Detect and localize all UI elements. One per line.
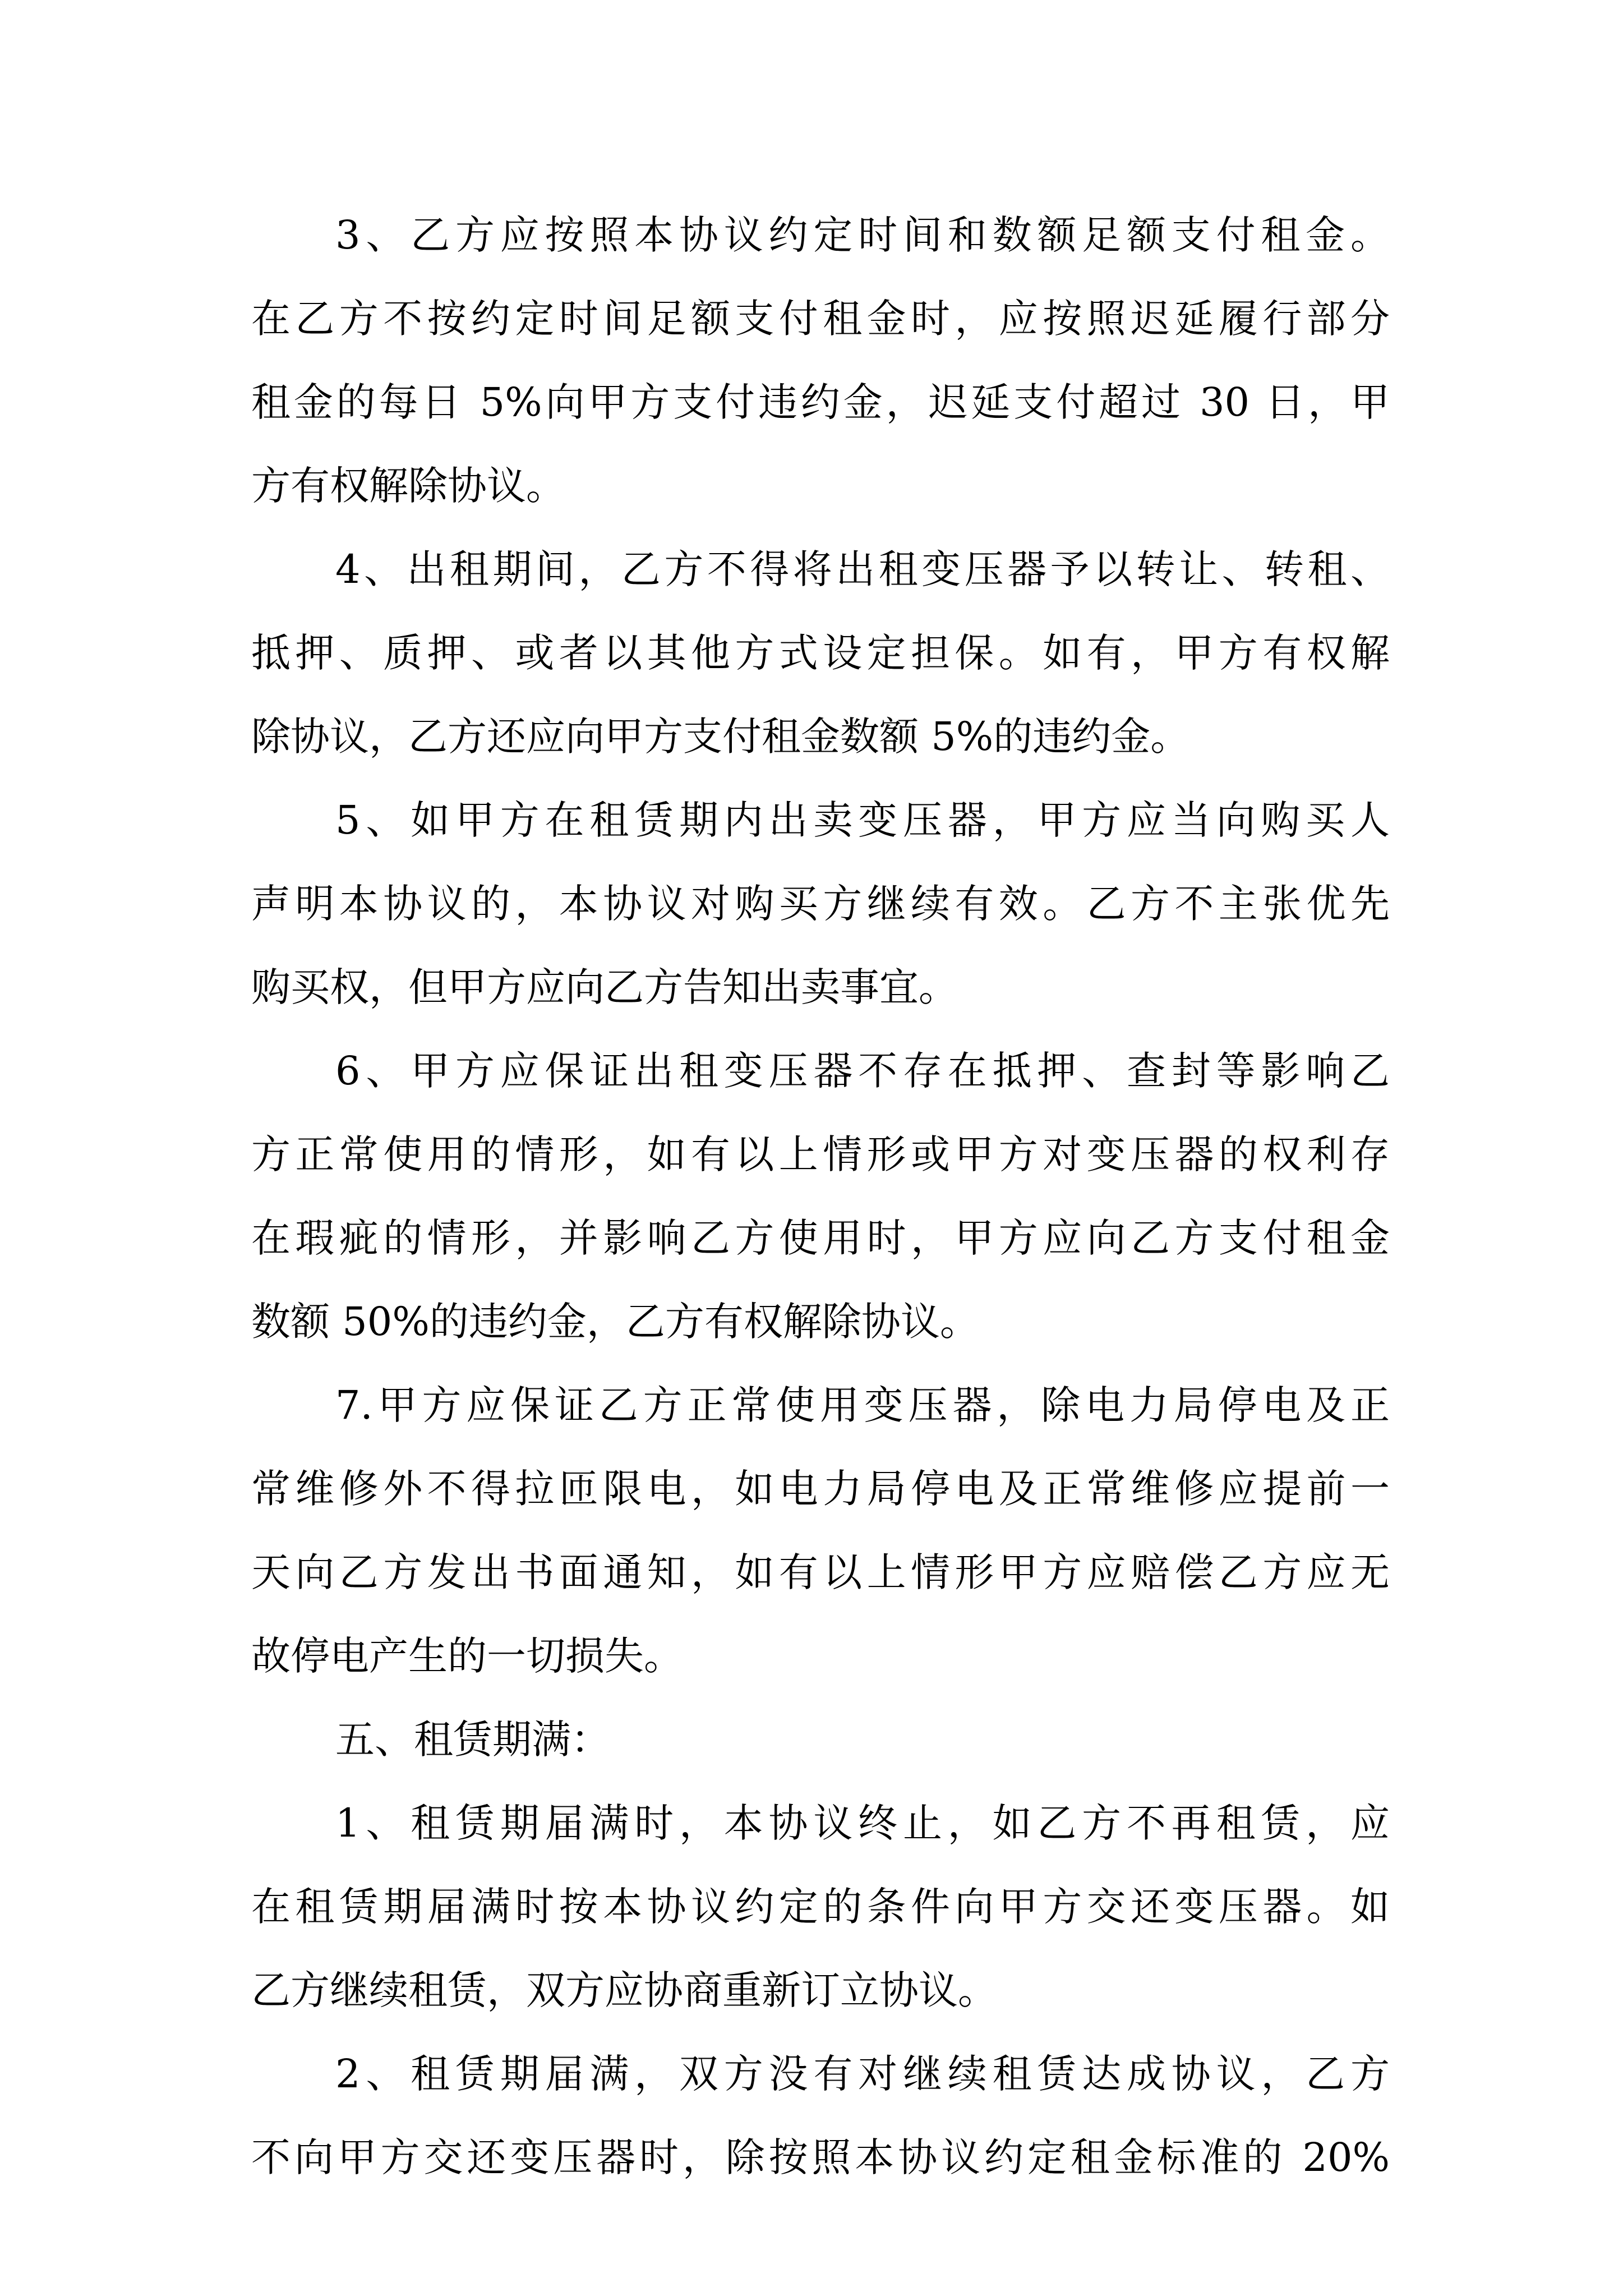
text-line: 声明本协议的，本协议对购买方继续有效。乙方不主张优先 <box>251 881 1390 927</box>
text-line: 在租赁期届满时按本协议约定的条件向甲方交还变压器。如 <box>251 1884 1390 1930</box>
text-line: 天向乙方发出书面通知，如有以上情形甲方应赔偿乙方应无 <box>251 1549 1390 1595</box>
text-line: 抵押、质押、或者以其他方式设定担保。如有，甲方有权解 <box>251 630 1390 676</box>
text-line: 乙方继续租赁，双方应协商重新订立协议。 <box>251 1967 997 2013</box>
text-line: 数额 50%的违约金，乙方有权解除协议。 <box>251 1299 979 1345</box>
text-line: 租金的每日 5%向甲方支付违约金，迟延支付超过 30 日，甲 <box>251 379 1390 425</box>
text-line: 故停电产生的一切损失。 <box>251 1633 683 1679</box>
text-line: 方正常使用的情形，如有以上情形或甲方对变压器的权利存 <box>251 1131 1390 1177</box>
text-line: 常维修外不得拉匝限电，如电力局停电及正常维修应提前一 <box>251 1466 1390 1512</box>
text-line: 不向甲方交还变压器时，除按照本协议约定租金标准的 20% <box>251 2134 1390 2180</box>
text-line: 7.甲方应保证乙方正常使用变压器，除电力局停电及正 <box>335 1382 1390 1428</box>
text-line: 购买权，但甲方应向乙方告知出卖事宜。 <box>251 964 958 1010</box>
text-line: 在瑕疵的情形，并影响乙方使用时，甲方应向乙方支付租金 <box>251 1215 1390 1261</box>
text-line: 五、租赁期满： <box>335 1717 610 1763</box>
text-line: 除协议，乙方还应向甲方支付租金数额 5%的违约金。 <box>251 714 1190 760</box>
document-body <box>251 194 1390 2200</box>
text-line: 方有权解除协议。 <box>251 463 565 509</box>
text-line: 在乙方不按约定时间足额支付租金时，应按照迟延履行部分 <box>251 296 1390 342</box>
text-line: 5、如甲方在租赁期内出卖变压器，甲方应当向购买人 <box>335 797 1390 843</box>
text-line: 2、租赁期届满，双方没有对继续租赁达成协议，乙方 <box>335 2051 1390 2097</box>
text-line: 4、出租期间，乙方不得将出租变压器予以转让、转租、 <box>335 546 1390 592</box>
text-line: 3、乙方应按照本协议约定时间和数额足额支付租金。 <box>335 212 1390 258</box>
text-line: 1、租赁期届满时，本协议终止，如乙方不再租赁，应 <box>335 1800 1390 1846</box>
text-line: 6、甲方应保证出租变压器不存在抵押、查封等影响乙 <box>335 1048 1390 1094</box>
